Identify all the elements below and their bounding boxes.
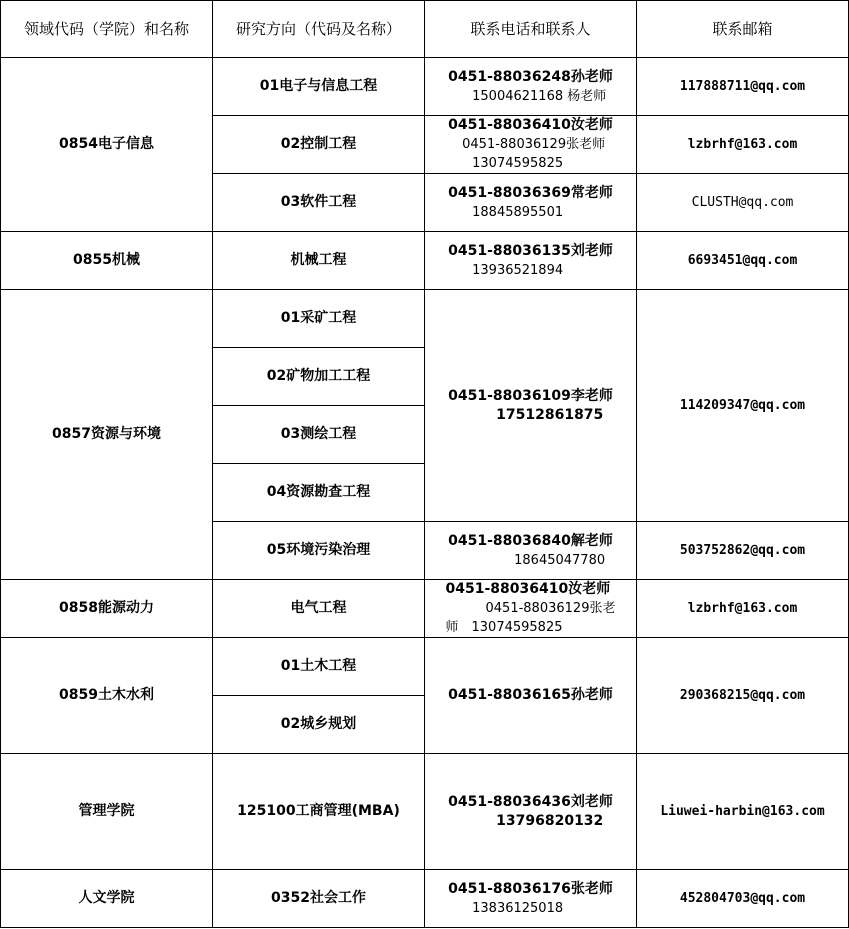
- phone-line: 0451-88036129张老: [485, 601, 616, 616]
- direction-cell: 04资源勘查工程: [213, 464, 425, 522]
- phone-line: 13796820132: [496, 812, 604, 829]
- table-row: [1, 638, 849, 696]
- direction-cell: 125100工商管理(MBA): [213, 754, 425, 870]
- phone-line: 0451-88036410汝老师: [445, 581, 611, 597]
- phone-line: 0451-88036176张老师: [448, 880, 613, 897]
- field-cell: 人文学院: [1, 870, 213, 928]
- field-cell: 管理学院: [1, 754, 213, 870]
- phone-cell: 0451-88036165孙老师: [425, 638, 637, 754]
- phone-cell: [425, 580, 637, 638]
- email-cell: 117888711@qq.com: [637, 58, 849, 116]
- direction-cell: 01土木工程: [213, 638, 425, 696]
- header-phone: 联系电话和联系人: [425, 1, 637, 58]
- phone-line: 0451-88036129张老师: [462, 137, 606, 152]
- field-cell: 0858能源动力: [1, 580, 213, 638]
- email-cell: lzbrhf@163.com: [637, 116, 849, 174]
- phone-line: 0451-88036436刘老师: [448, 793, 613, 810]
- phone-cell: [425, 232, 637, 290]
- phone-line: 18845895501: [472, 204, 564, 220]
- table-row: [1, 870, 849, 928]
- email-cell: Liuwei-harbin@163.com: [637, 754, 849, 870]
- direction-cell: 02城乡规划: [213, 696, 425, 754]
- table-row: [1, 232, 849, 290]
- direction-cell: 机械工程: [213, 232, 425, 290]
- phone-line: 0451-88036840解老师: [448, 532, 613, 549]
- direction-cell: 02控制工程: [213, 116, 425, 174]
- table-row: [1, 754, 849, 870]
- phone-line: 13936521894: [472, 262, 564, 278]
- phone-line: 0451-88036248孙老师: [448, 68, 613, 85]
- phone-line: 师 13074595825: [445, 620, 563, 635]
- field-cell: 0854电子信息: [1, 58, 213, 232]
- phone-line: 0451-88036369常老师: [448, 184, 613, 201]
- phone-cell: [425, 116, 637, 174]
- email-cell: 452804703@qq.com: [637, 870, 849, 928]
- table-row: [1, 58, 849, 116]
- direction-cell: 03软件工程: [213, 174, 425, 232]
- phone-cell: [425, 290, 637, 522]
- direction-cell: 03测绘工程: [213, 406, 425, 464]
- field-cell: 0859土木水利: [1, 638, 213, 754]
- email-cell: 6693451@qq.com: [637, 232, 849, 290]
- table-row: [1, 290, 849, 348]
- phone-cell: [425, 522, 637, 580]
- header-direction: 研究方向（代码及名称）: [213, 1, 425, 58]
- phone-cell: [425, 754, 637, 870]
- phone-line: 15004621168 杨老师: [472, 88, 607, 104]
- header-row: [1, 1, 849, 58]
- phone-line: 13836125018: [472, 900, 564, 916]
- email-cell: 114209347@qq.com: [637, 290, 849, 522]
- direction-cell: 0352社会工作: [213, 870, 425, 928]
- direction-cell: 电气工程: [213, 580, 425, 638]
- phone-line: 17512861875: [496, 406, 604, 423]
- field-cell: 0855机械: [1, 232, 213, 290]
- phone-line: 0451-88036410汝老师: [448, 117, 613, 133]
- phone-cell: [425, 870, 637, 928]
- direction-cell: 01采矿工程: [213, 290, 425, 348]
- phone-line: 18645047780: [514, 552, 606, 568]
- direction-cell: 02矿物加工工程: [213, 348, 425, 406]
- header-field: 领域代码（学院）和名称: [1, 1, 213, 58]
- phone-line: 0451-88036135刘老师: [448, 242, 613, 259]
- field-cell: 0857资源与环境: [1, 290, 213, 580]
- phone-line: 0451-88036109李老师: [448, 387, 613, 404]
- phone-line: 13074595825: [472, 156, 564, 171]
- table-row: [1, 580, 849, 638]
- phone-cell: [425, 58, 637, 116]
- phone-cell: [425, 174, 637, 232]
- header-email: 联系邮箱: [637, 1, 849, 58]
- email-cell: lzbrhf@163.com: [637, 580, 849, 638]
- direction-cell: 01电子与信息工程: [213, 58, 425, 116]
- email-cell: CLUSTH@qq.com: [637, 174, 849, 232]
- direction-cell: 05环境污染治理: [213, 522, 425, 580]
- email-cell: 503752862@qq.com: [637, 522, 849, 580]
- email-cell: 290368215@qq.com: [637, 638, 849, 754]
